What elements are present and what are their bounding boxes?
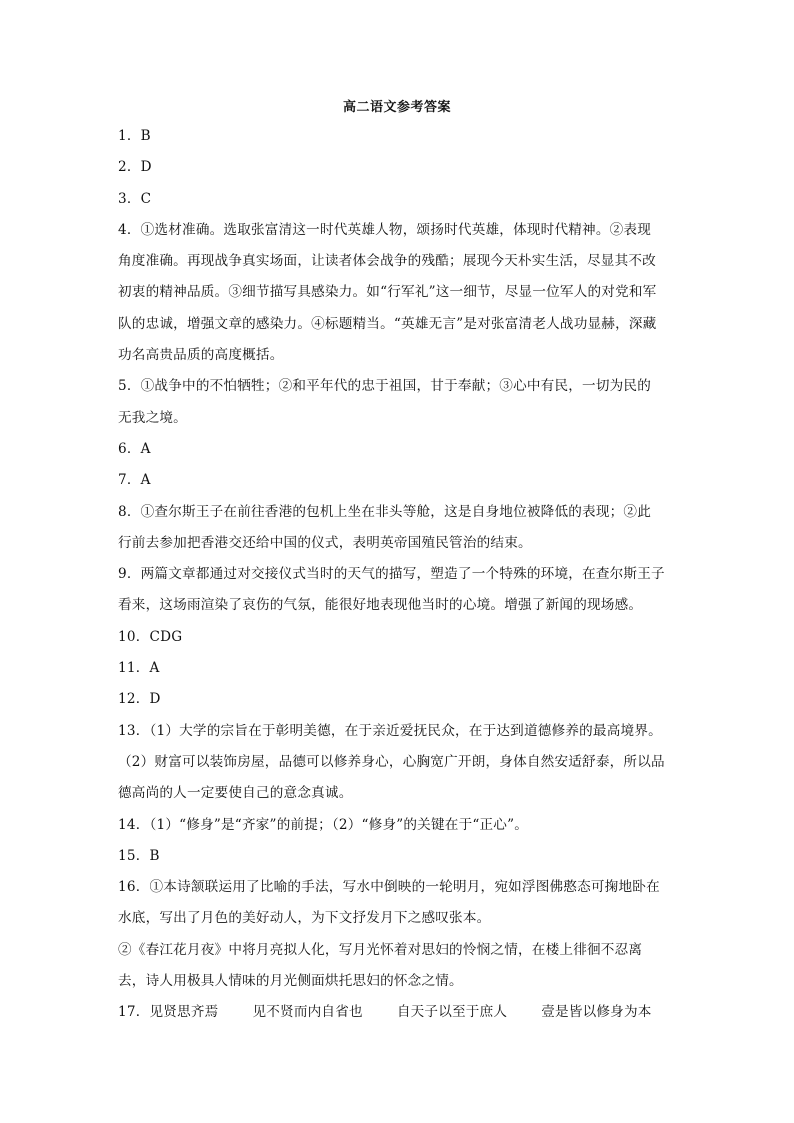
answer-line-27: ②《春江花月夜》中将月亮拟人化，写月光怀着对思妇的怜悯之情，在楼上徘徊不忍离	[118, 941, 643, 958]
answer-line-3: 3．C	[118, 190, 152, 207]
answer-line-15: 9．两篇文章都通过对交接仪式当时的天气的描写，塑造了一个特殊的环境，在查尔斯王子	[118, 566, 665, 583]
answer-line-11: 6．A	[118, 440, 151, 457]
answer-line-22: 德高尚的人一定要使自己的意念真诚。	[118, 785, 353, 802]
answer-line-17-fill-in	[118, 997, 674, 1028]
answer-list	[118, 121, 674, 1029]
answer-line-17: 10．CDG	[118, 628, 183, 645]
answer-line-21: （2）财富可以装饰房屋，品德可以修养身心，心胸宽广开朗，身体自然安适舒泰，所以品	[118, 753, 665, 770]
answer-line-1: 1．B	[118, 128, 151, 144]
answer-line-6: 初衷的精神品质。③细节描写具感染力。如“行军礼”这一细节，尽显一位军人的对党和军	[118, 284, 657, 301]
answer-line-10: 无我之境。	[118, 409, 187, 426]
answer-line-24: 15．B	[118, 847, 160, 864]
answer-line-4: 4．①选材准确。选取张富清这一时代英雄人物，颂扬时代英雄，体现时代精神。②表现	[118, 221, 652, 238]
answer-17-blank-2: 见不贤而内自省也	[252, 1004, 363, 1021]
answer-line-7: 队的忠诚，增强文章的感染力。④标题精当。“英雄无言”是对张富清老人战功显赫，深藏	[118, 315, 657, 332]
answer-17-blank-1: 见贤思齐焉	[149, 1004, 219, 1021]
answer-line-19: 12．D	[118, 691, 161, 708]
answer-line-20: 13．（1）大学的宗旨在于彰明美德，在于亲近爱抚民众，在于达到道德修养的最高境界。	[118, 722, 662, 739]
answer-line-16: 看来，这场雨渲染了哀伤的气氛，能很好地表现他当时的心境。增强了新闻的现场感。	[118, 597, 643, 614]
page-title: 高二语文参考答案	[342, 100, 451, 115]
answer-line-5: 角度准确。再现战争真实场面，让读者体会战争的残酷；展现今天朴实生活，尽显其不改	[118, 253, 656, 270]
answer-line-28: 去，诗人用极具人情味的月光侧面烘托思妇的怀念之情。	[118, 973, 463, 990]
answer-line-26: 水底，写出了月色的美好动人，为下文抒发月下之感叹张本。	[118, 910, 491, 927]
answer-line-9: 5．①战争中的不怕牺牲；②和平年代的忠于祖国，甘于奉献；③心中有民，一切为民的	[118, 378, 652, 395]
answer-line-14: 行前去参加把香港交还给中国的仪式，表明英帝国殖民管治的结束。	[118, 534, 532, 551]
answer-line-2: 2．D	[118, 159, 152, 176]
answer-17-blank-4: 壹是皆以修身为本	[541, 1004, 652, 1021]
answer-17-blank-3: 自天子以至于庶人	[396, 1004, 508, 1021]
answer-line-25: 16．①本诗颔联运用了比喻的手法，写水中倒映的一轮明月，宛如浮图佛憨态可掬地卧在	[118, 879, 660, 896]
answer-line-13: 8．①查尔斯王子在前往香港的包机上坐在非头等舱，这是自身地位被降低的表现；②此	[118, 503, 652, 520]
answer-17-prefix: 17．	[118, 1004, 150, 1021]
answer-line-23: 14．（1）“修身”是“齐家”的前提；（2）“修身”的关键在于“正心”。	[118, 816, 529, 833]
answer-line-12: 7．A	[118, 472, 151, 489]
answer-line-18: 11．A	[118, 660, 160, 677]
answer-line-8: 功名高贵品质的高度概括。	[118, 347, 284, 364]
